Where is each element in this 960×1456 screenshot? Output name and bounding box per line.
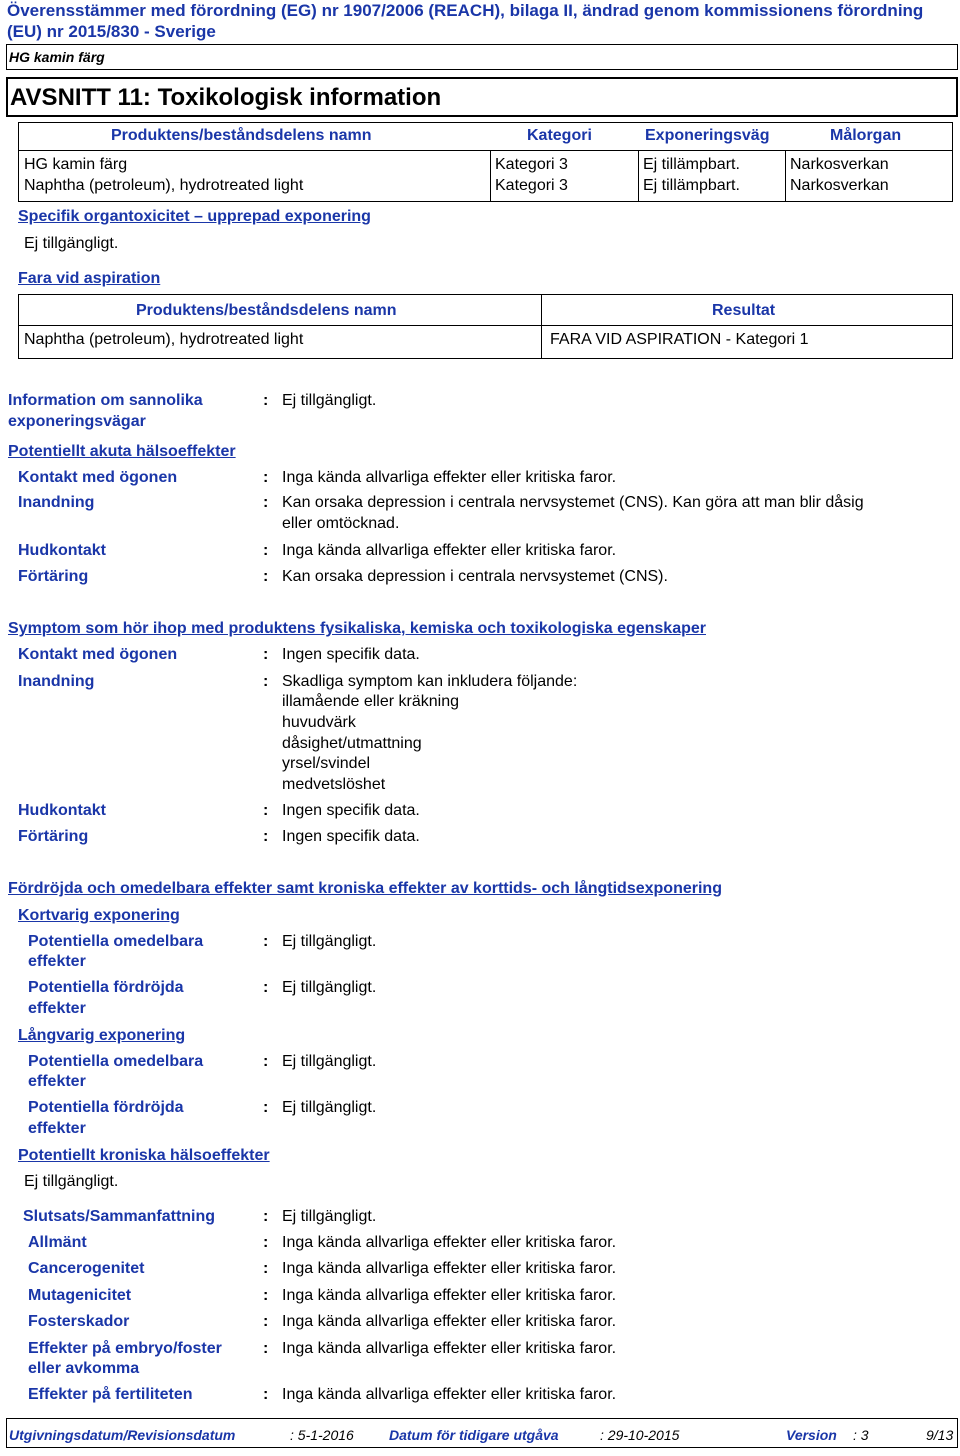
summary-value: Ej tillgängligt. [282, 1208, 377, 1225]
exposure-routes-label: Information om sannolika [8, 392, 203, 409]
symptoms-inhal-line: medvetslöshet [282, 776, 386, 793]
symptoms-inhal-line: huvudvärk [282, 714, 356, 731]
colon: : [263, 979, 269, 996]
acute-effects-title: Potentiellt akuta hälsoeffekter [8, 443, 236, 460]
symptoms-ingest-value: Ingen specifik data. [282, 828, 420, 845]
symptoms-eye-label: Kontakt med ögonen [18, 646, 178, 663]
product-name: HG kamin färg [9, 49, 105, 65]
acute-skin-value: Inga kända allvarliga effekter eller kritiska faror. [282, 542, 617, 559]
short-exposure-title: Kortvarig exponering [18, 907, 180, 924]
colon: : [263, 469, 269, 486]
exposure-routes-value: Ej tillgängligt. [282, 392, 377, 409]
long-immediate-label-cont: effekter [28, 1073, 86, 1090]
colon: : [263, 802, 269, 819]
colon: : [263, 568, 269, 585]
fertility-label: Effekter på fertiliteten [28, 1386, 193, 1403]
table-cell: Narkosverkan [790, 177, 889, 194]
general-label: Allmänt [28, 1234, 87, 1251]
table-header: Målorgan [830, 127, 902, 144]
table-divider [638, 150, 639, 202]
colon: : [263, 1386, 269, 1403]
symptoms-title: Symptom som hör ihop med produktens fysikaliska, kemiska och toxikologiska egenskaper [8, 620, 706, 637]
table-cell: Narkosverkan [790, 156, 889, 173]
symptoms-inhal-label: Inandning [18, 673, 95, 690]
long-immediate-label: Potentiella omedelbara [28, 1053, 204, 1070]
developmental-label: Effekter på embryo/foster [28, 1340, 222, 1357]
colon: : [263, 542, 269, 559]
section-title-box [6, 77, 958, 117]
long-immediate-value: Ej tillgängligt. [282, 1053, 377, 1070]
long-exposure-title: Långvarig exponering [18, 1027, 186, 1044]
colon: : [263, 1340, 269, 1357]
carcinogenicity-value: Inga kända allvarliga effekter eller kritiska faror. [282, 1260, 617, 1277]
symptoms-ingest-label: Förtäring [18, 828, 89, 845]
short-delayed-label: Potentiella fördröjda [28, 979, 184, 996]
footer-prev-value: : 29-10-2015 [600, 1427, 680, 1443]
footer-prev-label: Datum för tidigare utgåva [389, 1427, 559, 1443]
colon: : [263, 828, 269, 845]
symptoms-skin-value: Ingen specifik data. [282, 802, 420, 819]
symptoms-inhal-line: dåsighet/utmattning [282, 735, 422, 752]
table-cell: Kategori 3 [495, 156, 568, 173]
symptoms-inhal-line: Skadliga symptom kan inkludera följande: [282, 673, 578, 690]
developmental-label-cont: eller avkomma [28, 1360, 140, 1377]
symptoms-inhal-line: illamående eller kräkning [282, 693, 459, 710]
long-delayed-label-cont: effekter [28, 1120, 86, 1137]
chronic-value: Ej tillgängligt. [24, 1173, 119, 1190]
table-divider [18, 150, 953, 151]
aspiration-title: Fara vid aspiration [18, 270, 161, 287]
section-title: AVSNITT 11: Toxikologisk information [10, 84, 442, 111]
exposure-routes-label-cont: exponeringsvägar [8, 413, 146, 430]
colon: : [263, 1053, 269, 1070]
carcinogenicity-label: Cancerogenitet [28, 1260, 145, 1277]
short-delayed-value: Ej tillgängligt. [282, 979, 377, 996]
fertility-value: Inga kända allvarliga effekter eller kritiska faror. [282, 1386, 617, 1403]
table-header: Produktens/beståndsdelens namn [111, 127, 372, 144]
colon: : [263, 673, 269, 690]
colon: : [263, 1260, 269, 1277]
table-cell: Ej tillämpbart. [643, 177, 740, 194]
acute-inhal-value-cont: eller omtöcknad. [282, 515, 400, 532]
teratogenicity-label: Fosterskador [28, 1313, 130, 1330]
colon: : [263, 933, 269, 950]
footer-issue-value: : 5-1-2016 [290, 1427, 354, 1443]
table-divider [541, 294, 542, 359]
acute-ingest-label: Förtäring [18, 568, 89, 585]
footer-issue-label: Utgivningsdatum/Revisionsdatum [9, 1427, 236, 1443]
table-divider [490, 150, 491, 202]
table-divider [785, 150, 786, 202]
table-header: Resultat [712, 302, 776, 319]
short-immediate-label-cont: effekter [28, 953, 86, 970]
acute-eye-value: Inga kända allvarliga effekter eller kritiska faror. [282, 469, 617, 486]
mutagenicity-value: Inga kända allvarliga effekter eller kritiska faror. [282, 1287, 617, 1304]
table-header: Exponeringsväg [645, 127, 770, 144]
short-immediate-value: Ej tillgängligt. [282, 933, 377, 950]
table-divider [18, 325, 953, 326]
footer-version-label: Version [786, 1427, 837, 1443]
symptoms-skin-label: Hudkontakt [18, 802, 106, 819]
developmental-value: Inga kända allvarliga effekter eller kritiska faror. [282, 1340, 617, 1357]
acute-inhal-value: Kan orsaka depression i centrala nervsystemet (CNS). Kan göra att man blir dåsig [282, 494, 864, 511]
colon: : [263, 1234, 269, 1251]
table-cell: HG kamin färg [24, 156, 128, 173]
colon: : [263, 1208, 269, 1225]
summary-label: Slutsats/Sammanfattning [23, 1208, 216, 1225]
short-delayed-label-cont: effekter [28, 1000, 86, 1017]
acute-eye-label: Kontakt med ögonen [18, 469, 178, 486]
colon: : [263, 646, 269, 663]
product-name-box [6, 44, 958, 70]
table-cell: Naphtha (petroleum), hydrotreated light [24, 177, 304, 194]
long-delayed-value: Ej tillgängligt. [282, 1099, 377, 1116]
general-value: Inga kända allvarliga effekter eller kritiska faror. [282, 1234, 617, 1251]
symptoms-inhal-line: yrsel/svindel [282, 755, 371, 772]
stot-repeated-title: Specifik organtoxicitet – upprepad exponering [18, 208, 371, 225]
acute-skin-label: Hudkontakt [18, 542, 106, 559]
symptoms-eye-value: Ingen specifik data. [282, 646, 420, 663]
colon: : [263, 1287, 269, 1304]
footer-page-number: 9/13 [926, 1427, 954, 1443]
regulation-header: Överensstämmer med förordning (EG) nr 1907/2006 (REACH), bilaga II, ändrad genom kommissionens förordning (EU) nr 2015/830 - Sverige [7, 1, 924, 41]
colon: : [263, 1099, 269, 1116]
table-cell: Ej tillämpbart. [643, 156, 740, 173]
colon: : [263, 1313, 269, 1330]
table-cell: FARA VID ASPIRATION - Kategori 1 [550, 331, 809, 348]
colon: : [263, 494, 269, 511]
chronic-title: Potentiellt kroniska hälsoeffekter [18, 1147, 270, 1164]
long-delayed-label: Potentiella fördröjda [28, 1099, 184, 1116]
mutagenicity-label: Mutagenicitet [28, 1287, 132, 1304]
acute-ingest-value: Kan orsaka depression i centrala nervsystemet (CNS). [282, 568, 668, 585]
table-cell: Naphtha (petroleum), hydrotreated light [24, 331, 304, 348]
acute-inhal-label: Inandning [18, 494, 95, 511]
table-header: Produktens/beståndsdelens namn [136, 302, 397, 319]
stot-repeated-value: Ej tillgängligt. [24, 235, 119, 252]
delayed-effects-title: Fördröjda och omedelbara effekter samt kroniska effekter av korttids- och långtidsexponering [8, 880, 722, 897]
teratogenicity-value: Inga kända allvarliga effekter eller kritiska faror. [282, 1313, 617, 1330]
colon: : [263, 392, 269, 409]
footer-version-value: : 3 [853, 1427, 869, 1443]
table-cell: Kategori 3 [495, 177, 568, 194]
table-header: Kategori [527, 127, 592, 144]
short-immediate-label: Potentiella omedelbara [28, 933, 204, 950]
